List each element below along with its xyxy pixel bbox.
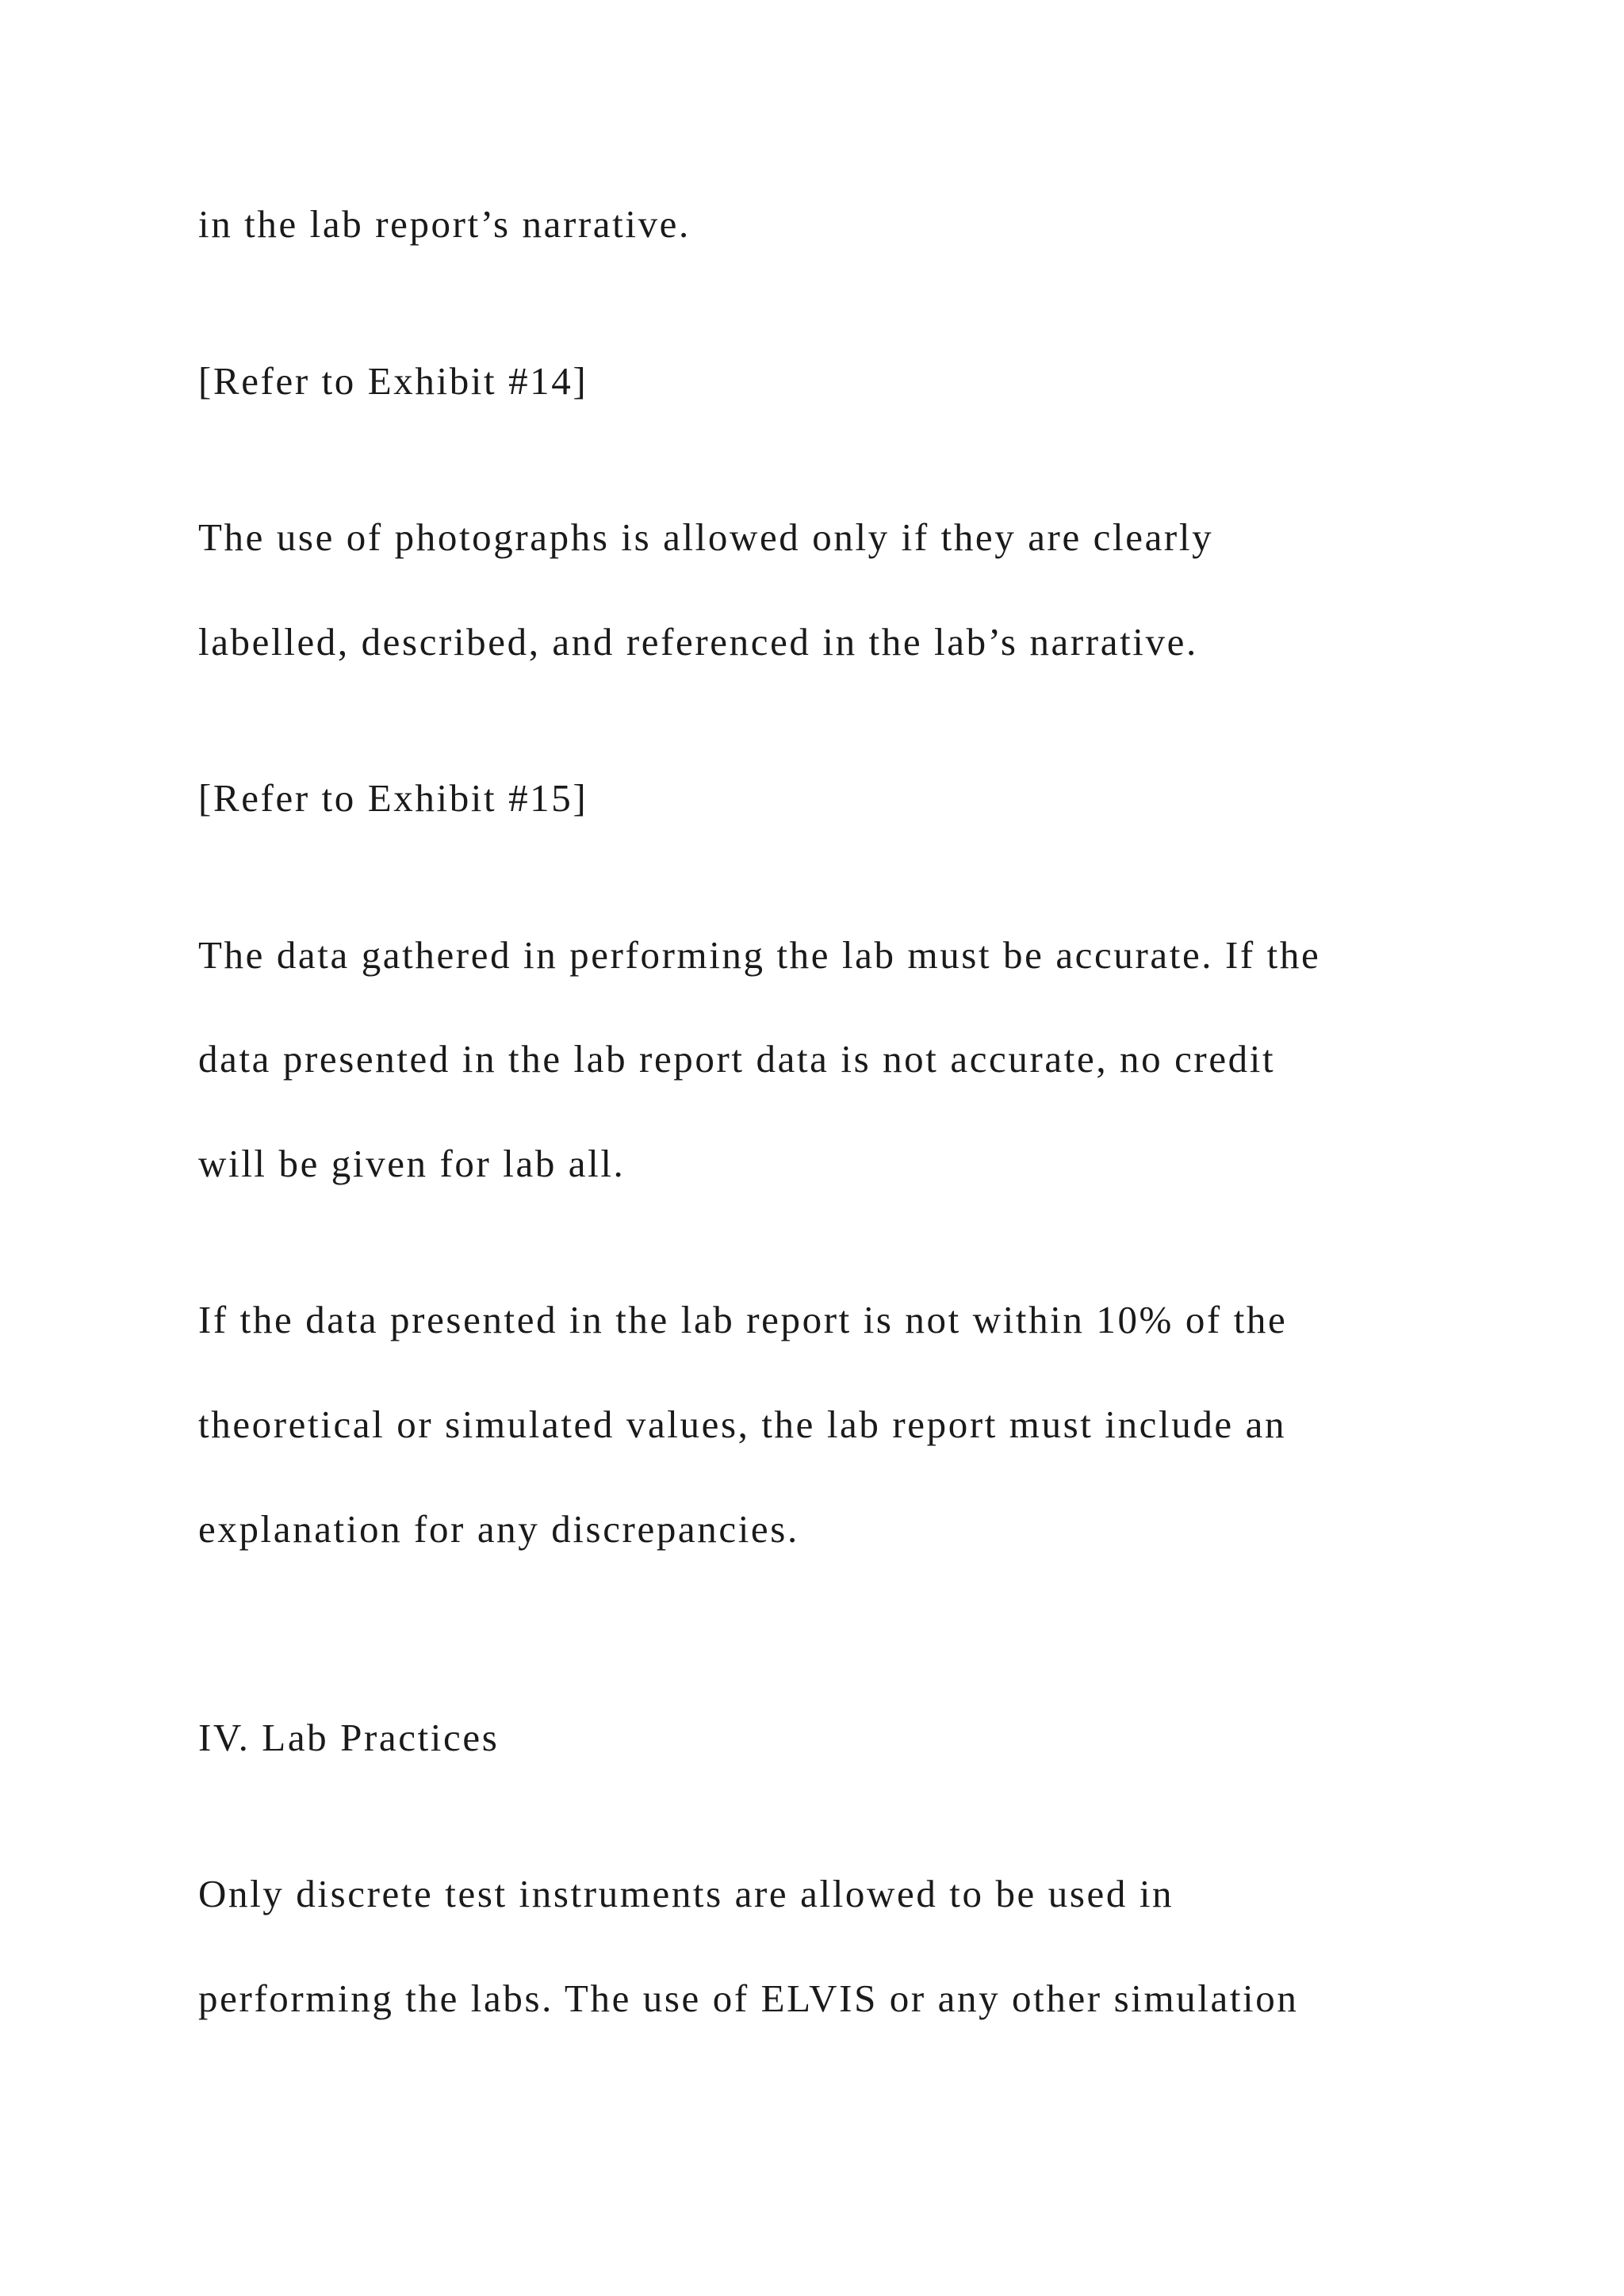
text-line: data presented in the lab report data is not accurate, no credit bbox=[198, 1037, 1276, 1081]
text-line: performing the labs. The use of ELVIS or any other simulation bbox=[198, 1976, 1299, 2020]
text-line: The data gathered in performing the lab must be accurate. If the bbox=[198, 933, 1321, 977]
text-line: theoretical or simulated values, the lab report must include an bbox=[198, 1402, 1287, 1446]
text-line: labelled, described, and referenced in the lab’s narrative. bbox=[198, 620, 1198, 664]
exhibit-reference: [Refer to Exhibit #15] bbox=[198, 776, 588, 820]
text-line: The use of photographs is allowed only if they are clearly bbox=[198, 515, 1214, 559]
text-line: If the data presented in the lab report is not within 10% of the bbox=[198, 1298, 1288, 1341]
text-line: Only discrete test instruments are allowed to be used in bbox=[198, 1872, 1174, 1915]
exhibit-reference: [Refer to Exhibit #14] bbox=[198, 359, 588, 403]
text-line: explanation for any discrepancies. bbox=[198, 1507, 799, 1551]
text-line: in the lab report’s narrative. bbox=[198, 202, 691, 246]
text-line: will be given for lab all. bbox=[198, 1142, 626, 1185]
section-heading: IV. Lab Practices bbox=[198, 1716, 500, 1759]
